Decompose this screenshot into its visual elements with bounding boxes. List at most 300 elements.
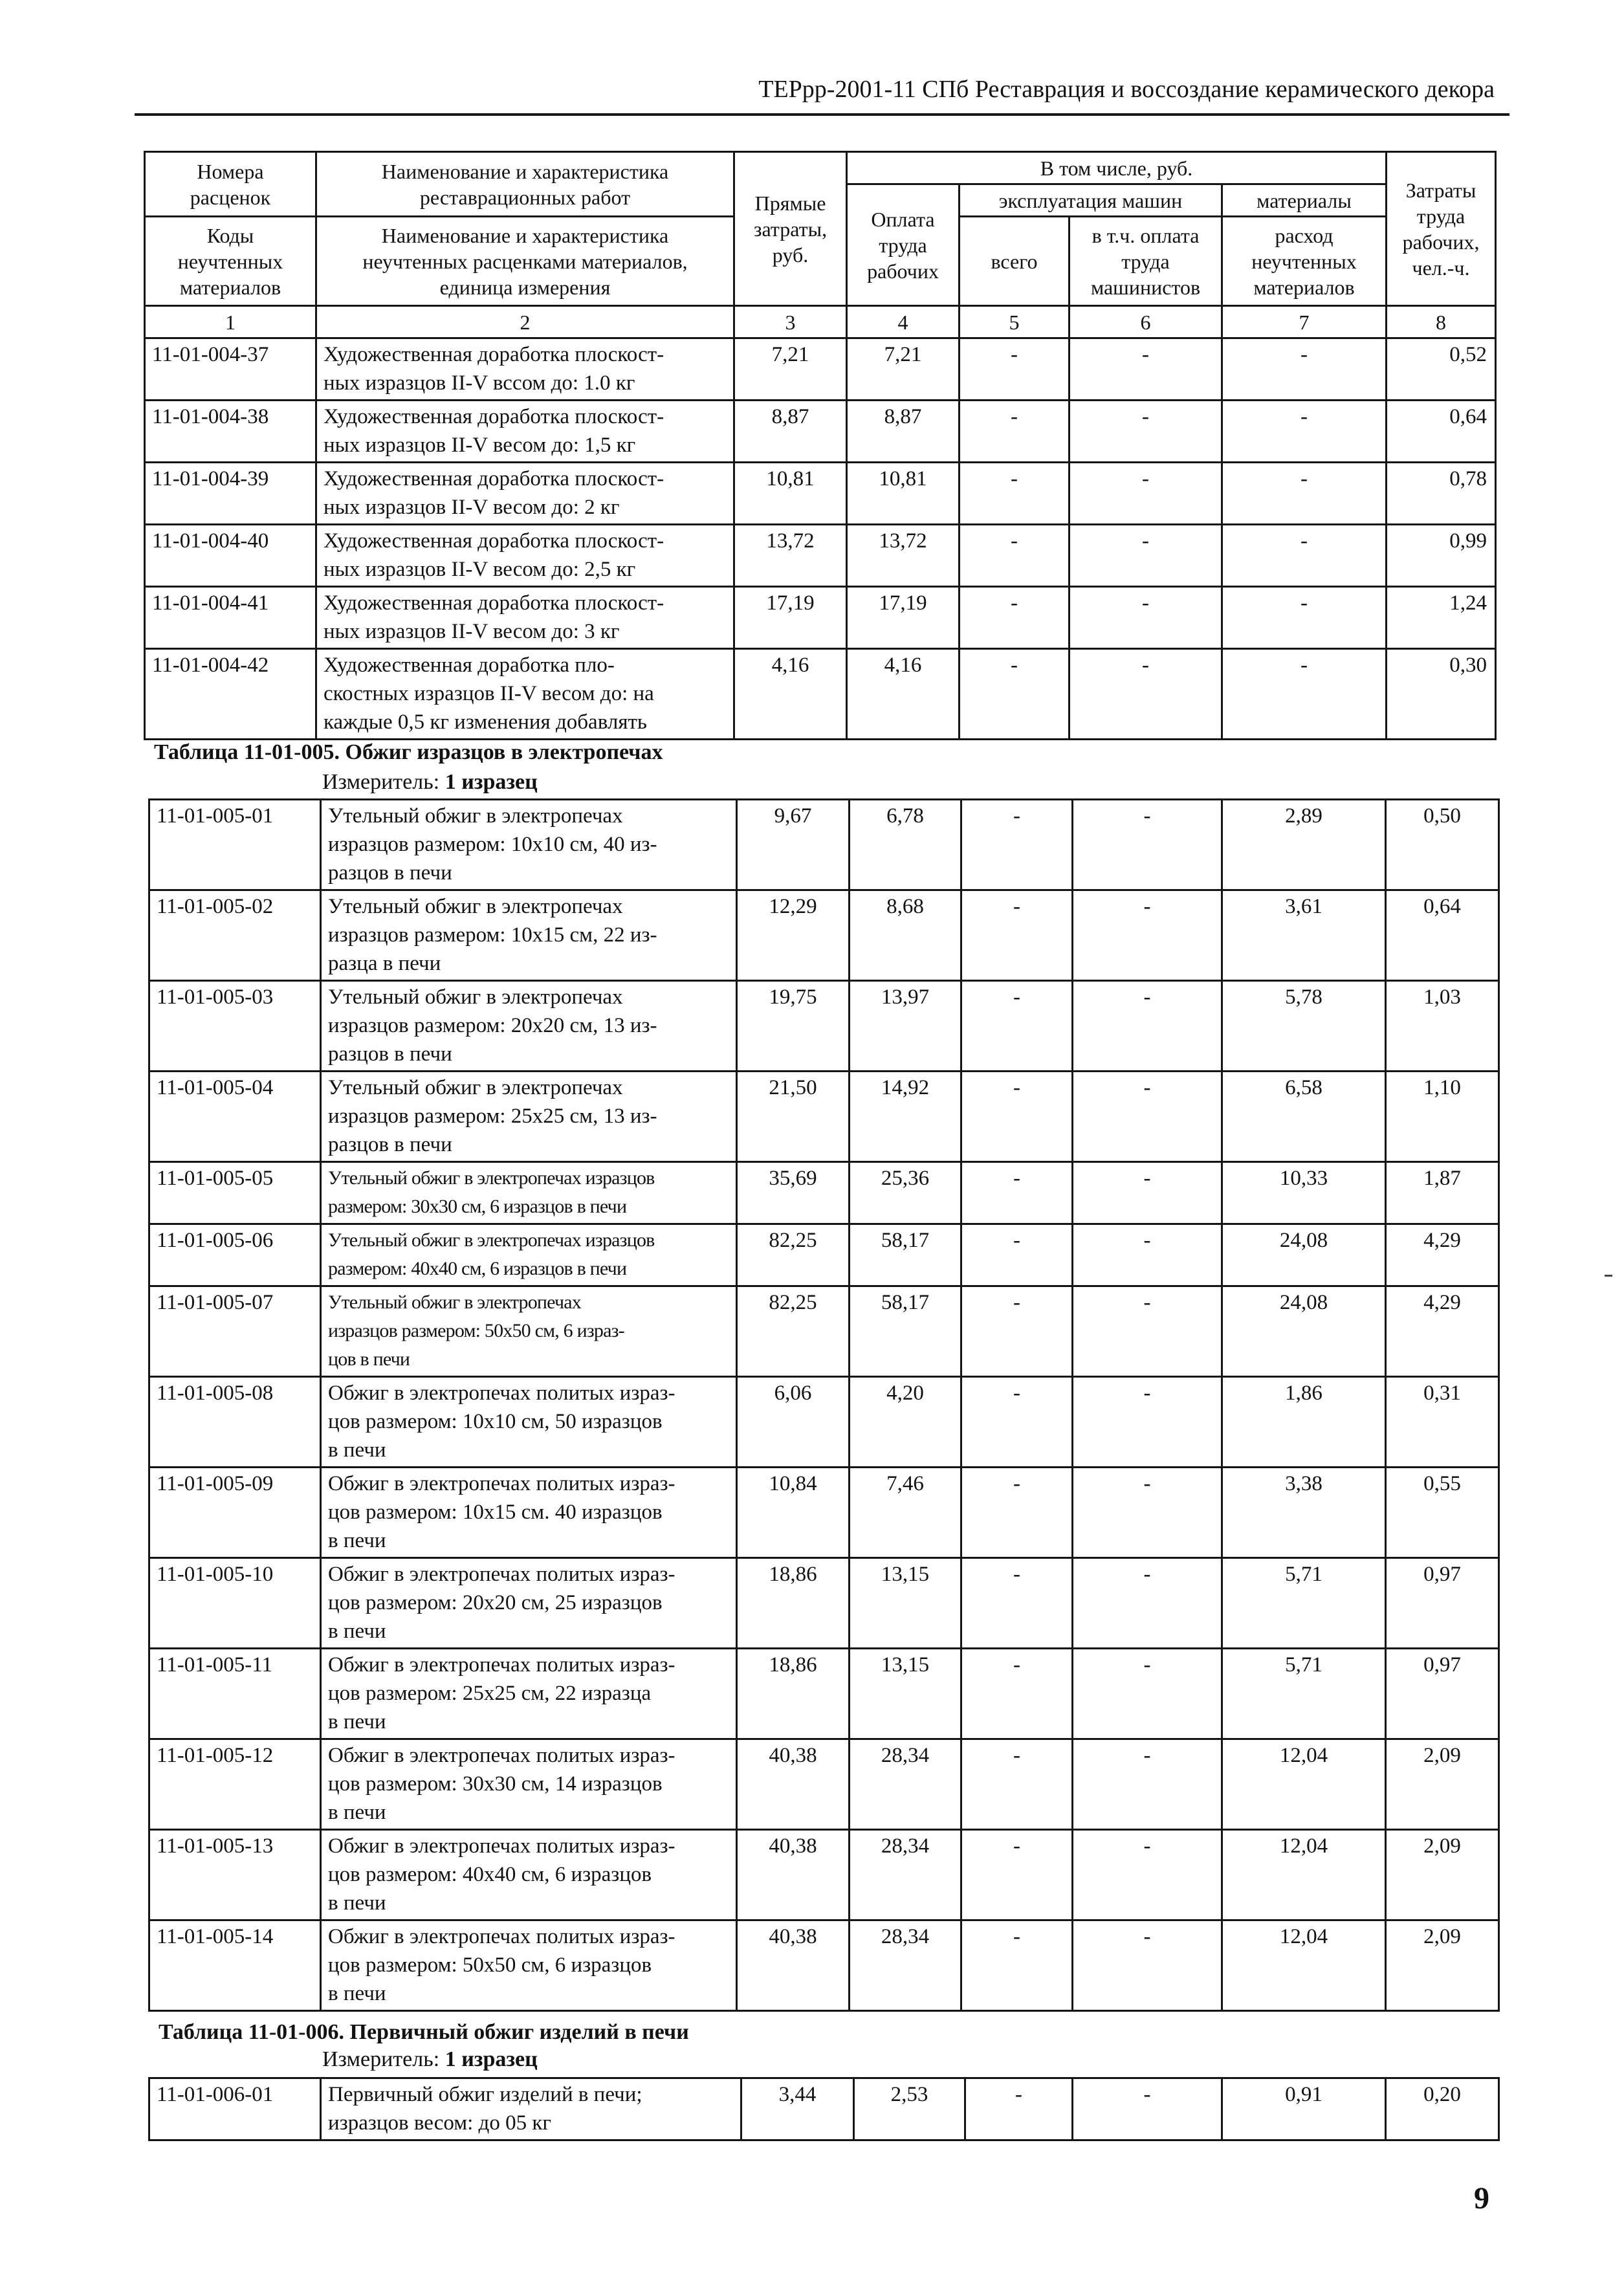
table-row — [149, 1649, 1499, 1739]
header-materials: материалы — [1222, 184, 1387, 217]
rate-code-cell: 11-01-005-10 — [149, 1558, 321, 1649]
description-line: в печи — [328, 1891, 386, 1915]
machinists-wages-cell: - — [1073, 890, 1222, 981]
table-row — [149, 1739, 1499, 1830]
header-line: машинистов — [1090, 275, 1201, 299]
table-body — [145, 338, 1496, 740]
direct-cost-cell: 10,84 — [737, 1468, 850, 1558]
materials-cost-cell: 2,89 — [1222, 800, 1386, 890]
description-line: разцов в печи — [328, 1133, 452, 1156]
description-line: изразцов размером: 20х20 см, 13 из- — [328, 1014, 657, 1037]
rates-table-11-01-004 — [144, 151, 1497, 740]
work-description-cell — [321, 1558, 737, 1649]
direct-cost-cell: 8,87 — [734, 401, 847, 463]
workers-wages-cell: 17,19 — [847, 587, 960, 649]
table-row — [145, 649, 1496, 740]
header-line: неучтенных — [177, 249, 283, 273]
measurement-unit-value: 1 изразец — [444, 2047, 538, 2071]
rates-table-11-01-005 — [148, 798, 1500, 2012]
header-line: Оплата — [871, 207, 935, 231]
column-number: 7 — [1222, 306, 1387, 338]
header-machinists-wages — [1070, 217, 1222, 306]
labor-hours-cell: 2,09 — [1386, 1739, 1499, 1830]
header-direct-costs — [734, 152, 847, 306]
description-line: в печи — [328, 1801, 386, 1824]
table-row — [149, 1377, 1499, 1468]
machines-total-cell: - — [961, 1558, 1073, 1649]
rate-code-cell: 11-01-004-37 — [145, 338, 316, 401]
table-row — [149, 890, 1499, 981]
header-line: расценок — [190, 185, 271, 209]
description-line: Утельный обжиг в электропечах изразцов — [328, 1229, 655, 1251]
workers-wages-cell: 2,53 — [854, 2078, 965, 2140]
materials-cost-cell: 5,71 — [1222, 1649, 1386, 1739]
work-description-cell — [316, 401, 734, 463]
machinists-wages-cell: - — [1070, 401, 1222, 463]
materials-cost-cell: 0,91 — [1222, 2078, 1386, 2140]
table-row — [149, 1920, 1499, 2011]
header-line: затраты, — [753, 217, 828, 241]
rate-code-cell: 11-01-005-04 — [149, 1072, 321, 1162]
description-line: в печи — [328, 1529, 386, 1552]
description-line: в печи — [328, 1620, 386, 1643]
rate-code-cell: 11-01-004-40 — [145, 525, 316, 587]
description-line: изразцов размером: 25х25 см, 13 из- — [328, 1105, 657, 1128]
direct-cost-cell: 19,75 — [737, 981, 850, 1072]
direct-cost-cell: 4,16 — [734, 649, 847, 740]
machines-total-cell: - — [961, 1468, 1073, 1558]
description-line: цов размером: 50х50 см, 6 изразцов — [328, 1953, 652, 1977]
header-machine-operation: эксплуатация машин — [960, 184, 1222, 217]
rate-code-cell: 11-01-004-42 — [145, 649, 316, 740]
machinists-wages-cell: - — [1073, 1224, 1222, 1286]
description-line: Художественная доработка плоскост- — [324, 529, 664, 553]
header-unaccounted-materials — [1222, 217, 1387, 306]
table-row — [149, 981, 1499, 1072]
header-line: материалов — [179, 275, 281, 299]
work-description-cell — [321, 1377, 737, 1468]
work-description-cell — [321, 2078, 741, 2140]
labor-hours-cell: 0,97 — [1386, 1649, 1499, 1739]
header-rate-numbers — [145, 152, 316, 217]
header-line: единица измерения — [439, 275, 611, 299]
table-row — [149, 2078, 1499, 2140]
workers-wages-cell: 13,72 — [847, 525, 960, 587]
header-rule — [135, 113, 1509, 116]
description-line: Художественная доработка плоскост- — [324, 343, 664, 366]
description-line: в печи — [328, 1710, 386, 1733]
header-line: Номера — [197, 159, 264, 183]
labor-hours-cell: 4,29 — [1386, 1286, 1499, 1377]
rate-code-cell: 11-01-005-08 — [149, 1377, 321, 1468]
description-line: в печи — [328, 1982, 386, 2005]
machines-total-cell: - — [961, 1224, 1073, 1286]
machinists-wages-cell: - — [1073, 1468, 1222, 1558]
margin-mark — [1605, 1275, 1612, 1277]
materials-cost-cell: - — [1222, 338, 1387, 401]
rate-code-cell: 11-01-005-12 — [149, 1739, 321, 1830]
work-description-cell — [321, 1162, 737, 1224]
rate-code-cell: 11-01-005-09 — [149, 1468, 321, 1558]
materials-cost-cell: 24,08 — [1222, 1224, 1386, 1286]
direct-cost-cell: 82,25 — [737, 1224, 850, 1286]
work-description-cell — [321, 800, 737, 890]
header-labor-hours — [1387, 152, 1496, 306]
workers-wages-cell: 14,92 — [850, 1072, 961, 1162]
work-description-cell — [316, 649, 734, 740]
description-line: изразцов весом: до 05 кг — [328, 2111, 551, 2135]
measurement-unit-label: Измеритель: — [322, 2047, 440, 2071]
header-line: труда — [1416, 204, 1465, 228]
rate-code-cell: 11-01-005-14 — [149, 1920, 321, 2011]
description-line: разцов в печи — [328, 1042, 452, 1066]
workers-wages-cell: 8,68 — [850, 890, 961, 981]
labor-hours-cell: 1,87 — [1386, 1162, 1499, 1224]
measurement-unit — [322, 2047, 538, 2072]
machines-total-cell: - — [960, 587, 1070, 649]
description-line: Обжиг в электропечах политых израз- — [328, 1834, 675, 1858]
work-description-cell — [321, 1286, 737, 1377]
machinists-wages-cell: - — [1073, 1649, 1222, 1739]
machines-total-cell: - — [961, 1830, 1073, 1920]
column-number: 5 — [960, 306, 1070, 338]
labor-hours-cell: 0,52 — [1387, 338, 1496, 401]
table-header — [145, 152, 1496, 338]
description-line: ных изразцов II-V вссом до: 1.0 кг — [324, 371, 635, 395]
labor-hours-cell: 0,31 — [1386, 1377, 1499, 1468]
work-description-cell — [321, 1468, 737, 1558]
labor-hours-cell: 1,03 — [1386, 981, 1499, 1072]
description-line: цов размером: 10х10 см, 50 изразцов — [328, 1410, 663, 1433]
table-row — [145, 463, 1496, 525]
table-row — [149, 1072, 1499, 1162]
direct-cost-cell: 17,19 — [734, 587, 847, 649]
header-line: труда — [1121, 249, 1170, 273]
direct-cost-cell: 6,06 — [737, 1377, 850, 1468]
description-line: размером: 30х30 см, 6 изразцов в печи — [328, 1196, 627, 1217]
direct-cost-cell: 40,38 — [737, 1739, 850, 1830]
labor-hours-cell: 2,09 — [1386, 1830, 1499, 1920]
table-row — [149, 1830, 1499, 1920]
description-line: ных изразцов II-V весом до: 2,5 кг — [324, 558, 636, 581]
description-line: скостных изразцов II-V весом до: на — [324, 682, 654, 705]
description-line: цов размером: 40х40 см, 6 изразцов — [328, 1863, 652, 1886]
rate-code-cell: 11-01-004-41 — [145, 587, 316, 649]
table-title: Таблица 11-01-005. Обжиг изразцов в электропечах — [154, 740, 663, 764]
labor-hours-cell: 0,64 — [1386, 890, 1499, 981]
description-line: цов размером: 25х25 см, 22 изразца — [328, 1682, 652, 1705]
table-row — [149, 1558, 1499, 1649]
materials-cost-cell: - — [1222, 587, 1387, 649]
header-line: труда — [879, 233, 927, 257]
description-line: Обжиг в электропечах политых израз- — [328, 1381, 675, 1405]
description-line: Обжиг в электропечах политых израз- — [328, 1653, 675, 1677]
header-line: реставрационных работ — [419, 185, 631, 209]
materials-cost-cell: 1,86 — [1222, 1377, 1386, 1468]
workers-wages-cell: 4,20 — [850, 1377, 961, 1468]
labor-hours-cell: 0,64 — [1387, 401, 1496, 463]
work-description-cell — [316, 338, 734, 401]
direct-cost-cell: 9,67 — [737, 800, 850, 890]
workers-wages-cell: 13,15 — [850, 1558, 961, 1649]
description-line: изразцов размером: 10х15 см, 22 из- — [328, 923, 657, 947]
description-line: ных изразцов II-V весом до: 2 кг — [324, 496, 620, 519]
measurement-unit-label: Измеритель: — [322, 770, 440, 794]
machinists-wages-cell: - — [1073, 1830, 1222, 1920]
column-number: 6 — [1070, 306, 1222, 338]
machines-total-cell: - — [961, 1920, 1073, 2011]
labor-hours-cell: 1,24 — [1387, 587, 1496, 649]
header-line: руб. — [772, 243, 809, 267]
workers-wages-cell: 13,15 — [850, 1649, 961, 1739]
direct-cost-cell: 40,38 — [737, 1830, 850, 1920]
labor-hours-cell: 0,50 — [1386, 800, 1499, 890]
workers-wages-cell: 7,46 — [850, 1468, 961, 1558]
description-line: изразцов размером: 50х50 см, 6 израз- — [328, 1320, 624, 1341]
materials-cost-cell: 6,58 — [1222, 1072, 1386, 1162]
machinists-wages-cell: - — [1073, 1072, 1222, 1162]
header-line: Затраты — [1405, 178, 1476, 202]
rates-table-11-01-006 — [148, 2077, 1500, 2141]
materials-cost-cell: 5,71 — [1222, 1558, 1386, 1649]
machinists-wages-cell: - — [1070, 463, 1222, 525]
workers-wages-cell: 4,16 — [847, 649, 960, 740]
work-description-cell — [316, 525, 734, 587]
header-work-description — [316, 152, 734, 217]
materials-cost-cell: 10,33 — [1222, 1162, 1386, 1224]
table-row — [145, 338, 1496, 401]
description-line: Художественная доработка плоскост- — [324, 591, 664, 615]
description-line: каждые 0,5 кг изменения добавлять — [324, 710, 647, 734]
description-line: Утельный обжиг в электропечах изразцов — [328, 1167, 655, 1189]
machines-total-cell: - — [961, 981, 1073, 1072]
column-number: 8 — [1387, 306, 1496, 338]
description-line: Художественная доработка плоскост- — [324, 467, 664, 490]
work-description-cell — [316, 463, 734, 525]
description-line: Обжиг в электропечах политых израз- — [328, 1563, 675, 1586]
table-row — [149, 800, 1499, 890]
machinists-wages-cell: - — [1073, 981, 1222, 1072]
workers-wages-cell: 28,34 — [850, 1830, 961, 1920]
workers-wages-cell: 13,97 — [850, 981, 961, 1072]
work-description-cell — [321, 1920, 737, 2011]
labor-hours-cell: 1,10 — [1386, 1072, 1499, 1162]
labor-hours-cell: 0,30 — [1387, 649, 1496, 740]
direct-cost-cell: 3,44 — [741, 2078, 854, 2140]
direct-cost-cell: 82,25 — [737, 1286, 850, 1377]
machinists-wages-cell: - — [1070, 525, 1222, 587]
header-line: рабочих, — [1402, 230, 1480, 254]
workers-wages-cell: 25,36 — [850, 1162, 961, 1224]
header-line: неучтенных — [1251, 249, 1357, 273]
description-line: разцов в печи — [328, 861, 452, 885]
work-description-cell — [321, 1830, 737, 1920]
labor-hours-cell: 0,55 — [1386, 1468, 1499, 1558]
labor-hours-cell: 4,29 — [1386, 1224, 1499, 1286]
measurement-unit-value: 1 изразец — [444, 770, 538, 794]
workers-wages-cell: 58,17 — [850, 1286, 961, 1377]
description-line: Утельный обжиг в электропечах — [328, 895, 623, 918]
materials-cost-cell: 3,38 — [1222, 1468, 1386, 1558]
header-workers-wages — [847, 184, 960, 306]
description-line: Обжиг в электропечах политых израз- — [328, 1925, 675, 1948]
rate-code-cell: 11-01-005-05 — [149, 1162, 321, 1224]
machines-total-cell: - — [965, 2078, 1073, 2140]
machines-total-cell: - — [960, 463, 1070, 525]
direct-cost-cell: 7,21 — [734, 338, 847, 401]
description-line: Утельный обжиг в электропечах — [328, 804, 623, 828]
description-line: цов размером: 20х20 см, 25 изразцов — [328, 1591, 663, 1614]
rate-code-cell: 11-01-005-13 — [149, 1830, 321, 1920]
labor-hours-cell: 0,99 — [1387, 525, 1496, 587]
table-row — [149, 1224, 1499, 1286]
machinists-wages-cell: - — [1073, 1920, 1222, 2011]
header-line: Коды — [206, 223, 254, 247]
machines-total-cell: - — [961, 1286, 1073, 1377]
rate-code-cell: 11-01-005-02 — [149, 890, 321, 981]
header-including-group: В том числе, руб. — [847, 152, 1387, 184]
direct-cost-cell: 10,81 — [734, 463, 847, 525]
machinists-wages-cell: - — [1073, 2078, 1222, 2140]
workers-wages-cell: 7,21 — [847, 338, 960, 401]
rate-code-cell: 11-01-005-01 — [149, 800, 321, 890]
rate-code-cell: 11-01-005-07 — [149, 1286, 321, 1377]
description-line: Утельный обжиг в электропечах — [328, 985, 623, 1009]
header-line: материалов — [1253, 275, 1355, 299]
materials-cost-cell: 12,04 — [1222, 1830, 1386, 1920]
table-row — [149, 1468, 1499, 1558]
machinists-wages-cell: - — [1073, 800, 1222, 890]
materials-cost-cell: - — [1222, 525, 1387, 587]
labor-hours-cell: 0,20 — [1386, 2078, 1499, 2140]
table-body — [149, 800, 1499, 2011]
direct-cost-cell: 18,86 — [737, 1558, 850, 1649]
machinists-wages-cell: - — [1073, 1558, 1222, 1649]
table-body — [149, 2078, 1499, 2140]
machinists-wages-cell: - — [1073, 1286, 1222, 1377]
page-number: 9 — [1474, 2181, 1489, 2216]
rate-code-cell: 11-01-004-39 — [145, 463, 316, 525]
materials-cost-cell: 5,78 — [1222, 981, 1386, 1072]
description-line: в печи — [328, 1438, 386, 1462]
workers-wages-cell: 6,78 — [850, 800, 961, 890]
description-line: Утельный обжиг в электропечах — [328, 1292, 581, 1313]
description-line: цов размером: 10х15 см. 40 изразцов — [328, 1501, 663, 1524]
machines-total-cell: - — [961, 1377, 1073, 1468]
machinists-wages-cell: - — [1073, 1377, 1222, 1468]
materials-cost-cell: 24,08 — [1222, 1286, 1386, 1377]
header-material-description — [316, 217, 734, 306]
column-number: 3 — [734, 306, 847, 338]
rate-code-cell: 11-01-004-38 — [145, 401, 316, 463]
document-running-header: ТЕРрр-2001-11 СПб Реставрация и воссоздание керамического декора — [758, 76, 1495, 103]
header-line: в т.ч. оплата — [1092, 223, 1200, 247]
description-line: Художественная доработка плоскост- — [324, 405, 664, 428]
materials-cost-cell: - — [1222, 463, 1387, 525]
work-description-cell — [321, 1224, 737, 1286]
direct-cost-cell: 13,72 — [734, 525, 847, 587]
machines-total-cell: - — [960, 525, 1070, 587]
header-line: Наименование и характеристика — [381, 223, 669, 247]
table-row — [149, 1286, 1499, 1377]
header-line: Наименование и характеристика — [381, 159, 669, 183]
description-line: Обжиг в электропечах политых израз- — [328, 1472, 675, 1495]
header-line: Прямые — [754, 191, 826, 215]
description-line: Художественная доработка пло- — [324, 654, 615, 677]
rate-code-cell: 11-01-005-11 — [149, 1649, 321, 1739]
header-line: неучтенных расценками материалов, — [362, 249, 688, 273]
work-description-cell — [321, 1649, 737, 1739]
description-line: Первичный обжиг изделий в печи; — [328, 2083, 642, 2106]
table-row — [149, 1162, 1499, 1224]
rate-code-cell: 11-01-005-06 — [149, 1224, 321, 1286]
materials-cost-cell: 12,04 — [1222, 1739, 1386, 1830]
machines-total-cell: - — [961, 800, 1073, 890]
description-line: размером: 40х40 см, 6 изразцов в печи — [328, 1258, 627, 1279]
machines-total-cell: - — [961, 890, 1073, 981]
machinists-wages-cell: - — [1070, 338, 1222, 401]
machines-total-cell: - — [961, 1162, 1073, 1224]
labor-hours-cell: 0,97 — [1386, 1558, 1499, 1649]
table-row — [145, 587, 1496, 649]
workers-wages-cell: 28,34 — [850, 1920, 961, 2011]
materials-cost-cell: - — [1222, 401, 1387, 463]
workers-wages-cell: 28,34 — [850, 1739, 961, 1830]
description-line: цов в печи — [328, 1348, 410, 1370]
labor-hours-cell: 2,09 — [1386, 1920, 1499, 2011]
description-line: ных изразцов II-V весом до: 1,5 кг — [324, 434, 636, 457]
materials-cost-cell: 12,04 — [1222, 1920, 1386, 2011]
header-line: расход — [1275, 223, 1333, 247]
table-title: Таблица 11-01-006. Первичный обжиг изделий в печи — [159, 2020, 689, 2044]
header-line: рабочих — [867, 259, 939, 283]
column-number: 4 — [847, 306, 960, 338]
description-line: изразцов размером: 10х10 см, 40 из- — [328, 833, 657, 856]
machinists-wages-cell: - — [1070, 587, 1222, 649]
machines-total-cell: - — [961, 1739, 1073, 1830]
description-line: цов размером: 30х30 см, 14 изразцов — [328, 1772, 663, 1796]
direct-cost-cell: 18,86 — [737, 1649, 850, 1739]
machines-total-cell: - — [960, 338, 1070, 401]
work-description-cell — [321, 1739, 737, 1830]
work-description-cell — [316, 587, 734, 649]
table-row — [145, 401, 1496, 463]
column-number: 2 — [316, 306, 734, 338]
direct-cost-cell: 35,69 — [737, 1162, 850, 1224]
machinists-wages-cell: - — [1073, 1739, 1222, 1830]
materials-cost-cell: 3,61 — [1222, 890, 1386, 981]
description-line: разца в печи — [328, 952, 441, 975]
work-description-cell — [321, 1072, 737, 1162]
header-material-codes — [145, 217, 316, 306]
table-row — [145, 525, 1496, 587]
materials-cost-cell: - — [1222, 649, 1387, 740]
header-line: чел.-ч. — [1412, 256, 1470, 280]
workers-wages-cell: 10,81 — [847, 463, 960, 525]
work-description-cell — [321, 981, 737, 1072]
machines-total-cell: - — [960, 401, 1070, 463]
description-line: Обжиг в электропечах политых израз- — [328, 1744, 675, 1767]
machinists-wages-cell: - — [1070, 649, 1222, 740]
direct-cost-cell: 21,50 — [737, 1072, 850, 1162]
direct-cost-cell: 40,38 — [737, 1920, 850, 2011]
column-number: 1 — [145, 306, 316, 338]
machines-total-cell: - — [960, 649, 1070, 740]
rate-code-cell: 11-01-006-01 — [149, 2078, 321, 2140]
header-machines-total: всего — [960, 217, 1070, 306]
direct-cost-cell: 12,29 — [737, 890, 850, 981]
work-description-cell — [321, 890, 737, 981]
